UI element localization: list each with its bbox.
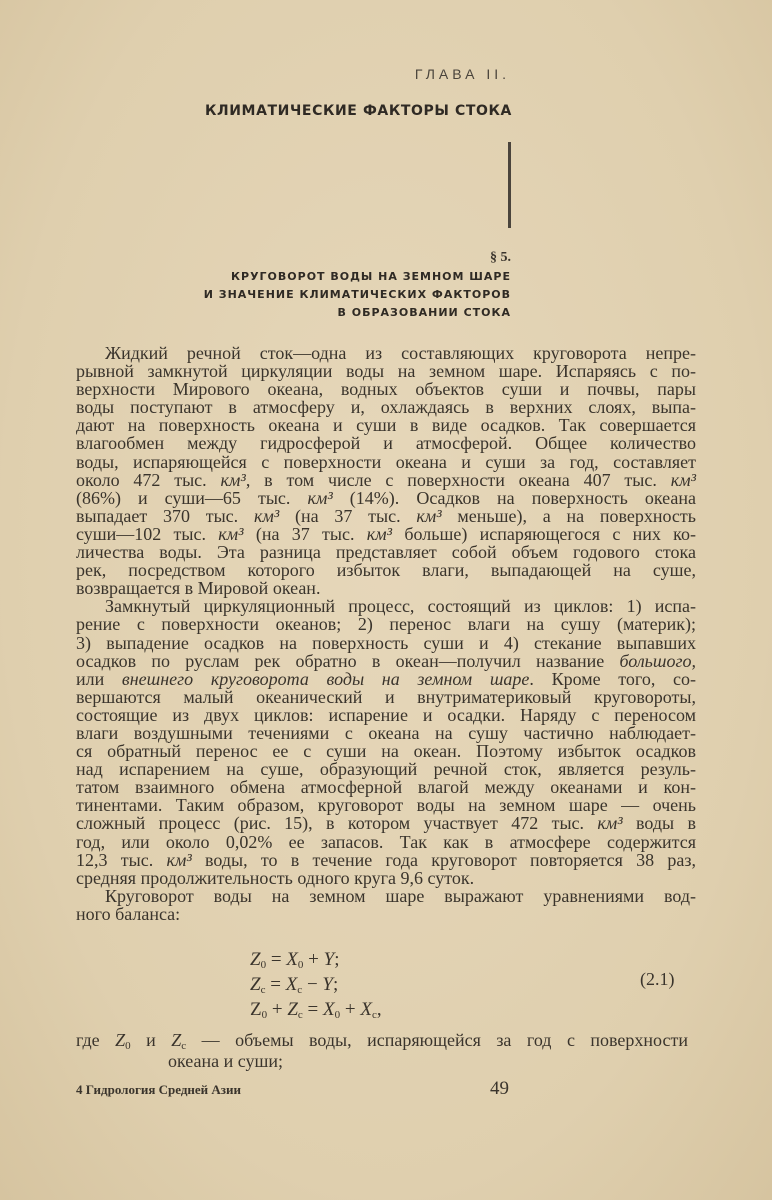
text-line [76,634,696,652]
italic-text: км³ [416,505,442,526]
text-line [76,579,696,597]
text-run: Круговорот воды на земном шаре выражают уравнениями вод- [105,885,696,906]
text-run: верхности Мирового океана, водных объектов суши и почвы, пары [76,379,696,400]
text-line [76,525,696,543]
subscript: 0 [334,1009,341,1021]
text-run: (14%). Осадков на поверхность океана [332,487,696,508]
italic-text: Z [250,949,261,970]
text-run: = [266,949,287,970]
equation [250,1000,382,1025]
italic-text: большого, [619,650,696,671]
text-run: осадков по руслам рек обратно в океан—получил название [76,650,620,671]
text-run: меньше), а на поверхность [441,505,696,526]
text-run: тинентами. Таким образом, круговорот воды на земном шаре — очень [76,795,696,816]
chapter-title: КЛИМАТИЧЕСКИЕ ФАКТОРЫ СТОКА [204,103,512,119]
body-text [76,344,696,923]
chapter-label: ГЛАВА II. [414,66,510,82]
subscript: c [371,1009,377,1021]
text-run: Замкнутый циркуляционный процесс, состоящий из циклов: 1) испа- [105,596,696,617]
equation [250,975,382,1000]
italic-text: X [286,949,298,970]
text-run: воды поступают в атмосферу и, охлаждаясь в верхних слоях, выпа- [76,397,696,418]
text-line [76,688,696,706]
text-line [76,796,696,814]
italic-text: Z [115,1030,126,1050]
text-line [76,453,696,471]
italic-text: Z [171,1030,182,1050]
text-run: − [302,974,323,995]
text-line [76,851,696,869]
text-run: состоящие из двух циклов: испарение и осадки. Наряду с переносом [76,704,696,725]
text-run: дают на поверхность океана и суши в виде осадков. Так совершается [76,415,696,436]
text-run: 3) выпадение осадков на поверхность суши и 4) стекание выпавших [76,632,696,653]
italic-text: Y [323,949,335,970]
text-line [76,724,696,742]
text-run: суши—102 тыс. [76,523,219,544]
text-run: (86%) и суши—65 тыс. [76,487,308,508]
italic-text: км³ [253,505,280,526]
text-line [76,543,696,561]
italic-text: км³ [307,487,333,508]
text-line [76,416,696,434]
italic-text: км³ [166,849,192,870]
text-run: = [302,999,324,1020]
text-line [76,561,696,579]
text-run: влаги воздушными течениями с океана на сушу частично наблюдает- [76,722,696,743]
text-run: вершаются малый океанический и внутриматериковый круговороты, [76,686,696,707]
text-run: (на 37 тыс. [279,505,417,526]
text-run: ся обратный перенос ее с суши на океан. Поэтому избыток осадков [76,741,696,762]
text-run: воды в [622,813,696,834]
section-heading-line: И ЗНАЧЕНИЕ КЛИМАТИЧЕСКИХ ФАКТОРОВ [203,288,511,301]
legend-line: океана и суши; [168,1051,283,1071]
text-line [76,597,696,615]
italic-text: км³ [366,523,393,544]
italic-text: X [323,999,335,1020]
italic-text: Z [250,974,261,995]
italic-text: Z [287,999,298,1020]
text-run: сложный процесс (рис. 15), в котором участвует 472 тыс. [76,813,598,834]
decorative-vertical-rule [508,142,511,228]
text-run: ; [334,949,340,970]
text-line [76,398,696,416]
subscript: c [297,984,303,996]
text-run: — объемы воды, испаряющейся за год с поверхности [186,1030,688,1050]
text-run: ; [332,974,339,995]
subscript: 0 [297,959,304,971]
text-line [76,380,696,398]
text-run: или [76,668,122,689]
text-line [76,887,696,905]
text-run: + [340,999,361,1020]
text-line [76,652,696,670]
text-run: + [303,949,324,970]
italic-text: км³ [597,813,623,834]
text-line [76,344,696,362]
text-line [76,615,696,633]
text-run: 12,3 тыс. [76,849,167,870]
text-run: (на 37 тыс. [243,523,367,544]
section-heading-line: В ОБРАЗОВАНИИ СТОКА [337,306,511,319]
text-run: год, или около 0,02% ее запасов. Так как в атмосфере содержится [76,831,696,852]
italic-text: внешнего круговорота воды на земном шаре [121,668,530,689]
text-line [76,905,696,923]
text-run: больше) испаряющегося с них ко- [392,523,696,544]
text-run: = [265,974,286,995]
italic-text: X [360,999,372,1020]
text-line [76,471,696,489]
text-line [76,778,696,796]
footer-signature: 4 Гидрология Средней Азии [76,1082,242,1097]
text-line [76,489,696,507]
subscript: c [260,984,266,996]
italic-text: км³ [670,469,696,490]
text-run: около 472 тыс. [76,469,221,490]
italic-text: Y [322,974,333,995]
text-line [76,670,696,688]
text-run: рек, посредством которого избыток влаги, выпадающей на суше, [76,560,696,581]
text-run: возвращается в Мировой океан. [76,578,321,599]
text-line [76,833,696,851]
text-run: личества воды. Эта разница представляет собой объем годового стока [76,542,696,563]
section-number: § 5. [490,250,511,265]
text-line [76,814,696,832]
section-heading [204,268,511,322]
subscript: 0 [260,959,267,971]
text-run: где [76,1030,116,1050]
water-balance-equations [250,950,382,1025]
text-line [76,760,696,778]
page-number: 49 [490,1078,509,1099]
text-run: воды, испаряющейся с поверхности океана и суши за год, составляет [76,451,696,472]
legend-line [76,1030,688,1051]
equation-number: (2.1) [640,969,675,989]
equation-legend [76,1030,688,1072]
text-line [76,869,696,887]
text-run: и [130,1030,172,1050]
text-run: + [267,999,288,1020]
text-run: , в том числе с поверхности океана 407 тыс. [245,469,671,490]
text-line [76,742,696,760]
text-line [76,507,696,525]
text-run: средняя продолжительность одного круга 9,6 суток. [76,867,475,888]
text-line [76,706,696,724]
subscript: 0 [261,1009,268,1021]
text-run: ного баланса: [76,903,181,924]
subscript: c [181,1040,187,1052]
subscript: c [297,1009,303,1021]
text-line [76,434,696,452]
italic-text: км³ [220,469,246,490]
text-run: , [376,999,382,1020]
text-run: рение с поверхности океанов; 2) перенос влаги на сушу (материк); [76,614,696,635]
text-run: Z [250,999,262,1020]
text-run: над испарением на суше, образующий речной сток, является резуль- [76,759,696,780]
italic-text: X [285,974,298,995]
text-run: татом взаимного обмена атмосферной влагой между океанами и кон- [76,777,696,798]
text-run: влагообмен между гидросферой и атмосферой. Общее количество [76,433,696,454]
equation [250,950,382,975]
text-run: воды, то в течение года круговорот повторяется 38 раз, [191,849,696,870]
text-run: . Кроме того, со- [529,668,697,689]
section-heading-line: КРУГОВОРОТ ВОДЫ НА ЗЕМНОМ ШАРЕ [231,270,511,283]
subscript: 0 [125,1040,131,1052]
text-run: Жидкий речной сток—одна из составляющих круговорота непре- [105,343,696,363]
text-run: выпадает 370 тыс. [76,505,254,526]
text-line [76,362,696,380]
italic-text: км³ [218,523,244,544]
text-run: рывной замкнутой циркуляции воды на земном шаре. Испаряясь с по- [76,361,696,382]
